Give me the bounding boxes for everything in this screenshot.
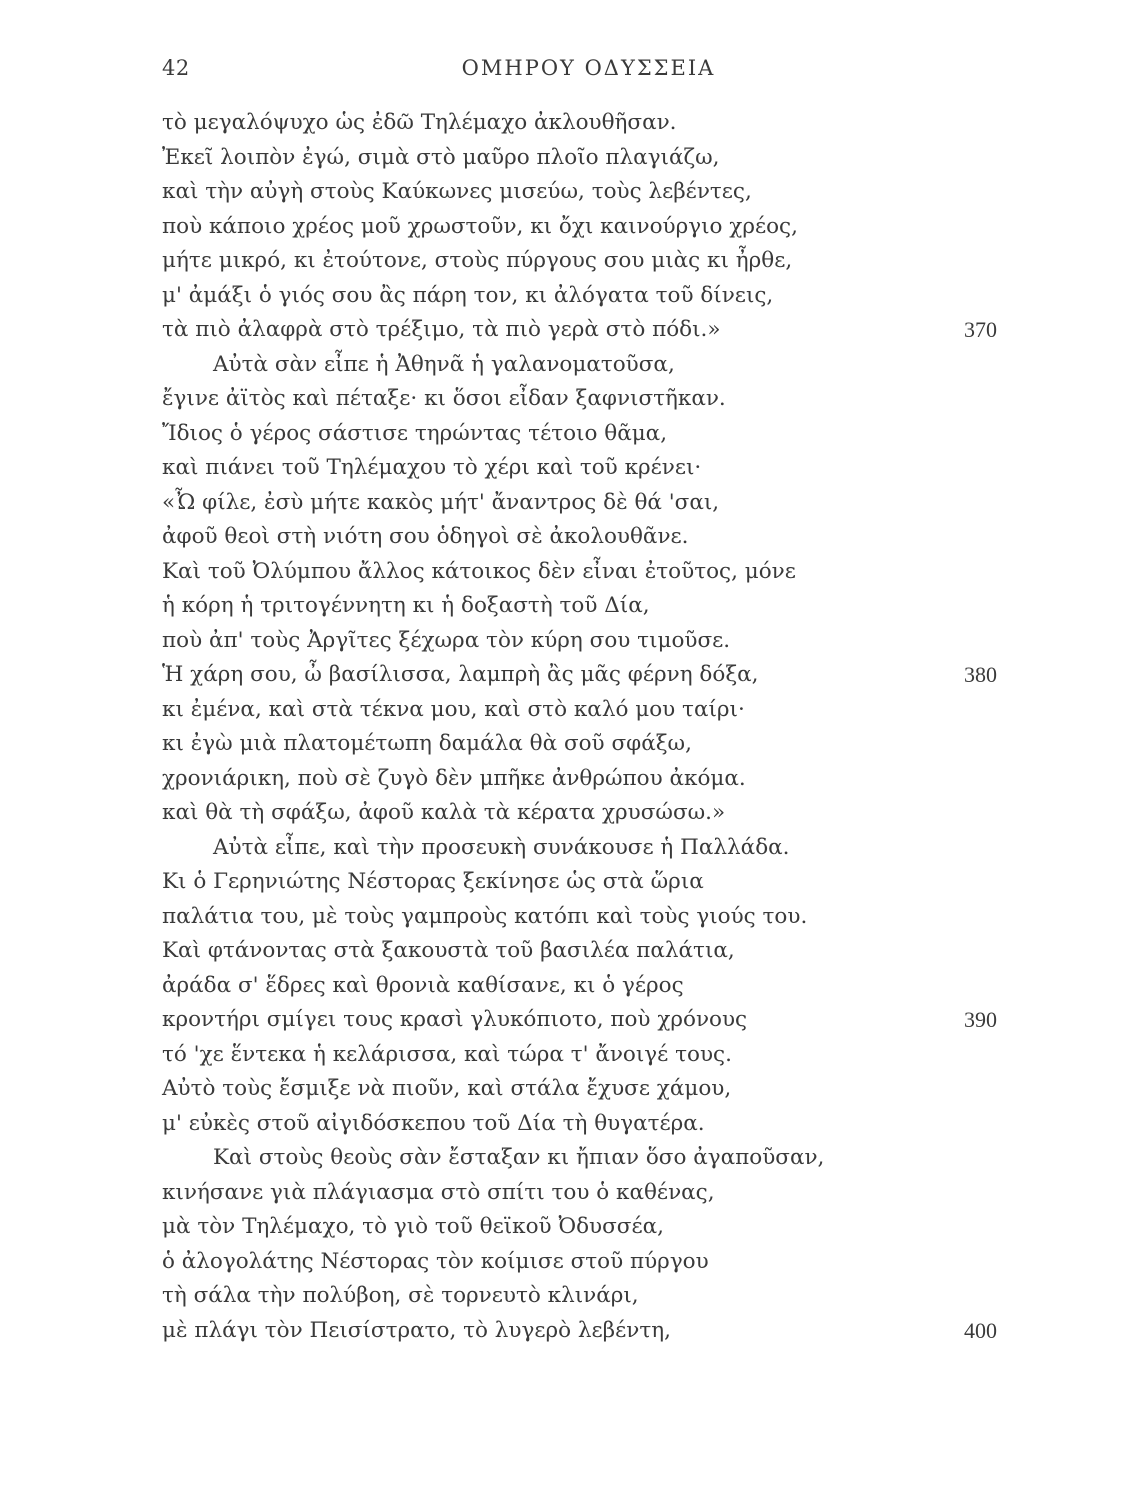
verse-text: Καὶ φτάνοντας στὰ ξακουστὰ τοῦ βασιλέα παλάτια,	[162, 938, 735, 963]
verse-text: «Ὦ φίλε, ἐσὺ μήτε κακὸς μήτ' ἄναντρος δὲ θά 'σαι,	[162, 489, 720, 515]
verse-line	[0, 1314, 1147, 1349]
line-number: 400	[964, 1317, 997, 1343]
verse-line	[0, 934, 1147, 969]
verse-text: Ἡ χάρη σου, ὦ βασίλισσα, λαμπρὴ ἂς μᾶς φέρνη δόξα,	[162, 662, 759, 687]
verse-line	[0, 520, 1147, 555]
verse-text: μ' ἀμάξι ὁ γιός σου ἂς πάρη τον, κι ἀλόγατα τοῦ δίνεις,	[162, 282, 774, 308]
verse-text: Αὐτὸ τοὺς ἔσμιξε νὰ πιοῦν, καὶ στάλα ἔχυσε χάμου,	[162, 1076, 732, 1101]
verse-text: τὴ σάλα τὴν πολύβοη, σὲ τορνευτὸ κλινάρι,	[162, 1283, 639, 1308]
verse-line	[0, 831, 1147, 866]
verse-line	[0, 969, 1147, 1004]
verse-text: μ' εὐκὲς στοῦ αἰγιδόσκεπου τοῦ Δία τὴ θυγατέρα.	[162, 1110, 705, 1136]
verse-text: ἀφοῦ θεοὶ στὴ νιότη σου ὁδηγοὶ σὲ ἀκολουθᾶνε.	[162, 524, 689, 549]
verse-text: κι ἐμένα, καὶ στὰ τέκνα μου, καὶ στὸ καλό μου ταίρι·	[162, 696, 745, 722]
verse-line	[0, 762, 1147, 797]
verse-text: μὲ πλάγι τὸν Πεισίστρατο, τὸ λυγερὸ λεβέντη,	[162, 1317, 671, 1343]
verse-text: Ἴδιος ὁ γέρος σάστισε τηρώντας τέτοιο θᾶμα,	[162, 420, 668, 446]
verse-line	[0, 313, 1147, 348]
page-header	[0, 56, 1147, 86]
verse-line	[0, 693, 1147, 728]
page-number: 42	[162, 56, 190, 80]
verse-text: τὸ μεγαλόψυχο ὡς ἐδῶ Τηλέμαχο ἀκλουθῆσαν.	[162, 110, 677, 135]
verse-line	[0, 210, 1147, 245]
verse-text: ποὺ κάποιο χρέος μοῦ χρωστοῦν, κι ὄχι καινούργιο χρέος,	[162, 213, 798, 239]
verse-text: παλάτια του, μὲ τοὺς γαμπροὺς κατόπι καὶ τοὺς γιούς του.	[162, 903, 808, 929]
verse-text: ἡ κόρη ἡ τριτογέννητη κι ἡ δοξαστὴ τοῦ Δία,	[162, 593, 650, 618]
verse-line	[0, 1210, 1147, 1245]
verse-line	[0, 106, 1147, 141]
verse-text: καὶ τὴν αὐγὴ στοὺς Καύκωνες μισεύω, τοὺς λεβέντες,	[162, 179, 752, 204]
verse-line	[0, 382, 1147, 417]
verse-line	[0, 1107, 1147, 1142]
verse-line	[0, 900, 1147, 935]
verse-text: ἀράδα σ' ἕδρες καὶ θρονιὰ καθίσανε, κι ὁ γέρος	[162, 972, 684, 998]
verse-text: Κι ὁ Γερηνιώτης Νέστορας ξεκίνησε ὡς στὰ ὥρια	[162, 869, 704, 894]
verse-line	[0, 348, 1147, 383]
line-number: 390	[964, 1007, 997, 1032]
verse-line	[0, 486, 1147, 521]
verse-line	[0, 1003, 1147, 1038]
verse-text: κροντήρι σμίγει τους κρασὶ γλυκόπιοτο, ποὺ χρόνους	[162, 1007, 748, 1032]
verse-text: καὶ πιάνει τοῦ Τηλέμαχου τὸ χέρι καὶ τοῦ κρένει·	[162, 455, 702, 480]
verse-line	[0, 624, 1147, 659]
verse-text: μήτε μικρό, κι ἐτούτονε, στοὺς πύργους σου μιὰς κι ἦρθε,	[162, 248, 793, 273]
verse-text: χρονιάρικη, ποὺ σὲ ζυγὸ δὲν μπῆκε ἀνθρώπου ἀκόμα.	[162, 765, 746, 791]
verse-line	[0, 658, 1147, 693]
verse-line	[0, 589, 1147, 624]
verse-text: ἔγινε ἀϊτὸς καὶ πέταξε· κι ὅσοι εἶδαν ξαφνιστῆκαν.	[162, 386, 726, 411]
verse-line	[0, 796, 1147, 831]
verse-text: καὶ θὰ τὴ σφάξω, ἀφοῦ καλὰ τὰ κέρατα χρυσώσω.»	[162, 800, 726, 825]
verse-line	[0, 1072, 1147, 1107]
line-number: 370	[964, 317, 997, 342]
verse-text: τὰ πιὸ ἀλαφρὰ στὸ τρέξιμο, τὰ πιὸ γερὰ στὸ πόδι.»	[162, 317, 721, 342]
verse-text: κι ἐγὼ μιὰ πλατομέτωπη δαμάλα θὰ σοῦ σφάξω,	[162, 731, 692, 756]
verse-text: ὁ ἀλογολάτης Νέστορας τὸν κοίμισε στοῦ πύργου	[162, 1248, 709, 1274]
verse-line	[0, 865, 1147, 900]
verse-line	[0, 727, 1147, 762]
verse-line	[0, 175, 1147, 210]
verse-text: Αὐτὰ σὰν εἶπε ἡ Ἀθηνᾶ ἡ γαλανοματοῦσα,	[213, 351, 675, 377]
verse-line	[0, 555, 1147, 590]
verse-text: κινήσανε γιὰ πλάγιασμα στὸ σπίτι του ὁ καθένας,	[162, 1179, 715, 1205]
verse-line	[0, 244, 1147, 279]
verse-text: Ἐκεῖ λοιπὸν ἐγώ, σιμὰ στὸ μαῦρο πλοῖο πλαγιάζω,	[162, 144, 720, 170]
verse-line	[0, 1038, 1147, 1073]
running-title: ΟΜΗΡΟΥ ΟΔΥΣΣΕΙΑ	[461, 56, 716, 80]
verse-line	[0, 1176, 1147, 1211]
verse-line	[0, 1245, 1147, 1280]
verse-line	[0, 1279, 1147, 1314]
verse-text: Καὶ στοὺς θεοὺς σὰν ἔσταξαν κι ἤπιαν ὅσο ἀγαποῦσαν,	[213, 1145, 825, 1170]
verse-line	[0, 417, 1147, 452]
verse-line	[0, 451, 1147, 486]
poem-body	[0, 106, 1147, 1348]
verse-text: μὰ τὸν Τηλέμαχο, τὸ γιὸ τοῦ θεϊκοῦ Ὀδυσσέα,	[162, 1214, 664, 1239]
verse-text: ποὺ ἀπ' τοὺς Ἀργῖτες ξέχωρα τὸν κύρη σου τιμοῦσε.	[162, 627, 731, 653]
verse-text: τό 'χε ἕντεκα ἡ κελάρισσα, καὶ τώρα τ' ἄνοιγέ τους.	[162, 1041, 732, 1067]
line-number: 380	[964, 662, 997, 687]
verse-line	[0, 279, 1147, 314]
verse-text: Αὐτὰ εἶπε, καὶ τὴν προσευκὴ συνάκουσε ἡ Παλλάδα.	[213, 834, 790, 860]
verse-line	[0, 141, 1147, 176]
verse-line	[0, 1141, 1147, 1176]
verse-text: Καὶ τοῦ Ὀλύμπου ἄλλος κάτοικος δὲν εἶναι ἐτοῦτος, μόνε	[162, 558, 796, 584]
